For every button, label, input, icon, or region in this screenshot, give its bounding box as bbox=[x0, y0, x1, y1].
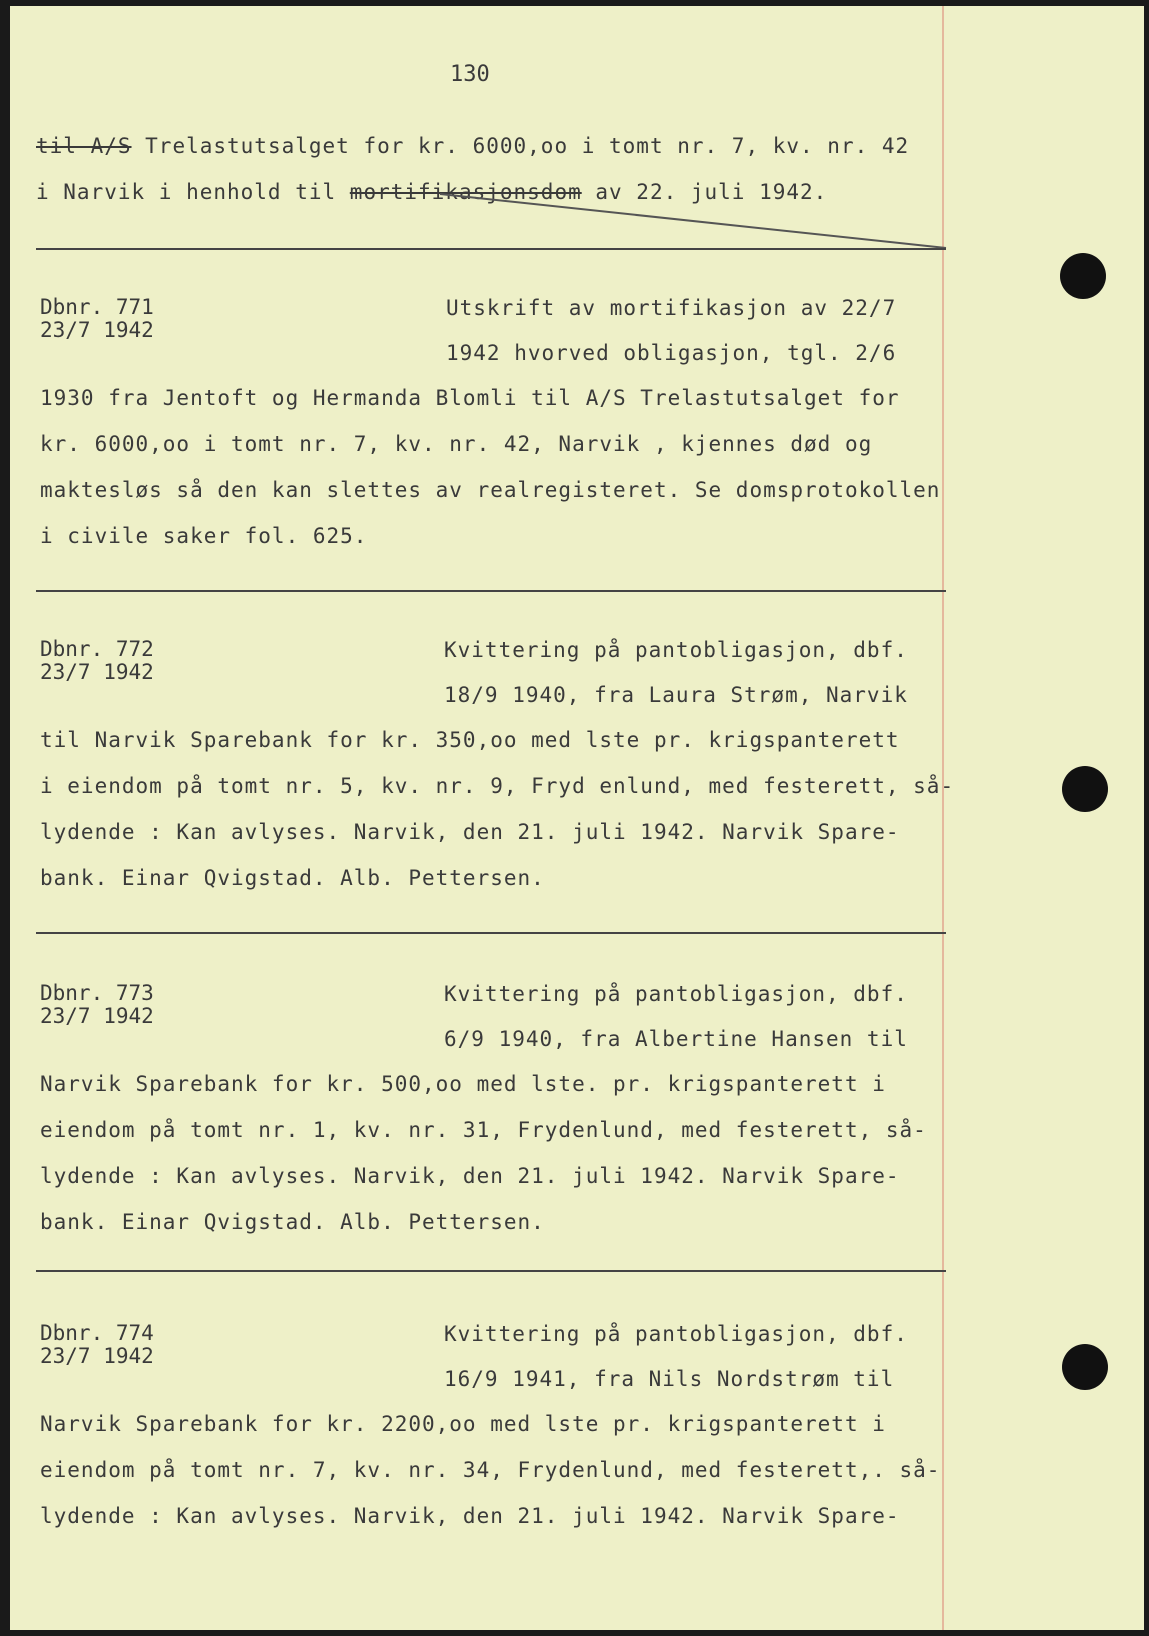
entry-body-line: eiendom på tomt nr. 1, kv. nr. 31, Frydenlund, med festerett, så- bbox=[40, 1118, 927, 1142]
entry-heading-line: 6/9 1940, fra Albertine Hansen til bbox=[444, 1027, 908, 1051]
entry-number: Dbnr. 773 bbox=[40, 981, 154, 1005]
entry-body-line: kr. 6000,oo i tomt nr. 7, kv. nr. 42, Narvik , kjennes død og bbox=[40, 432, 873, 456]
entry-body-line: 1930 fra Jentoft og Hermanda Blomli til A/S Trelastutsalget for bbox=[40, 386, 900, 410]
section-divider bbox=[36, 932, 946, 934]
entry-heading-line: Kvittering på pantobligasjon, dbf. bbox=[444, 638, 908, 662]
section-divider bbox=[36, 1270, 946, 1272]
entry-body-line: eiendom på tomt nr. 7, kv. nr. 34, Frydenlund, med festerett,. så- bbox=[40, 1458, 941, 1482]
carryover-text: Trelastutsalget for kr. 6000,oo i tomt nr. 7, kv. nr. 42 bbox=[131, 134, 910, 158]
carryover-text: i Narvik i henhold til bbox=[36, 180, 350, 204]
section-divider bbox=[36, 590, 946, 592]
entry-heading-line: 16/9 1941, fra Nils Nordstrøm til bbox=[444, 1367, 895, 1391]
carryover-text: av 22. juli 1942. bbox=[581, 180, 828, 204]
section-divider bbox=[36, 248, 946, 250]
entry-date: 23/7 1942 bbox=[40, 1004, 154, 1028]
struck-text: mortifikasjonsdom bbox=[349, 180, 582, 204]
entry-body-line: til Narvik Sparebank for kr. 350,oo med lste pr. krigspanterett bbox=[40, 728, 900, 752]
entry-heading-line: 18/9 1940, fra Laura Strøm, Narvik bbox=[444, 683, 908, 707]
entry-body-line: lydende : Kan avlyses. Narvik, den 21. juli 1942. Narvik Spare- bbox=[40, 820, 900, 844]
entry-heading-line: 1942 hvorved obligasjon, tgl. 2/6 bbox=[446, 341, 897, 365]
struck-text: til A/S bbox=[36, 134, 132, 158]
page-number: 130 bbox=[450, 62, 490, 87]
entry-date: 23/7 1942 bbox=[40, 318, 154, 342]
entry-body-line: i civile saker fol. 625. bbox=[40, 524, 368, 548]
entry-body-line: bank. Einar Qvigstad. Alb. Pettersen. bbox=[40, 1210, 545, 1234]
entry-heading-line: Kvittering på pantobligasjon, dbf. bbox=[444, 982, 908, 1006]
entry-body-line: Narvik Sparebank for kr. 500,oo med lste. pr. krigspanterett i bbox=[40, 1072, 886, 1096]
entry-number: Dbnr. 771 bbox=[40, 295, 154, 319]
entry-number: Dbnr. 774 bbox=[40, 1321, 154, 1345]
entry-body-line: maktesløs så den kan slettes av realregisteret. Se domsprotokollen bbox=[40, 478, 941, 502]
entry-body-line: lydende : Kan avlyses. Narvik, den 21. juli 1942. Narvik Spare- bbox=[40, 1164, 900, 1188]
entry-heading-line: Kvittering på pantobligasjon, dbf. bbox=[444, 1322, 908, 1346]
entry-body-line: Narvik Sparebank for kr. 2200,oo med lste pr. krigspanterett i bbox=[40, 1412, 886, 1436]
entry-body-line: lydende : Kan avlyses. Narvik, den 21. juli 1942. Narvik Spare- bbox=[40, 1504, 900, 1528]
entry-heading-line: Utskrift av mortifikasjon av 22/7 bbox=[446, 296, 897, 320]
entry-number: Dbnr. 772 bbox=[40, 637, 154, 661]
entry-date: 23/7 1942 bbox=[40, 660, 154, 684]
entry-body-line: bank. Einar Qvigstad. Alb. Pettersen. bbox=[40, 866, 545, 890]
document-page bbox=[10, 6, 1144, 1630]
entry-body-line: i eiendom på tomt nr. 5, kv. nr. 9, Fryd enlund, med festerett, så- bbox=[40, 774, 955, 798]
entry-date: 23/7 1942 bbox=[40, 1344, 154, 1368]
